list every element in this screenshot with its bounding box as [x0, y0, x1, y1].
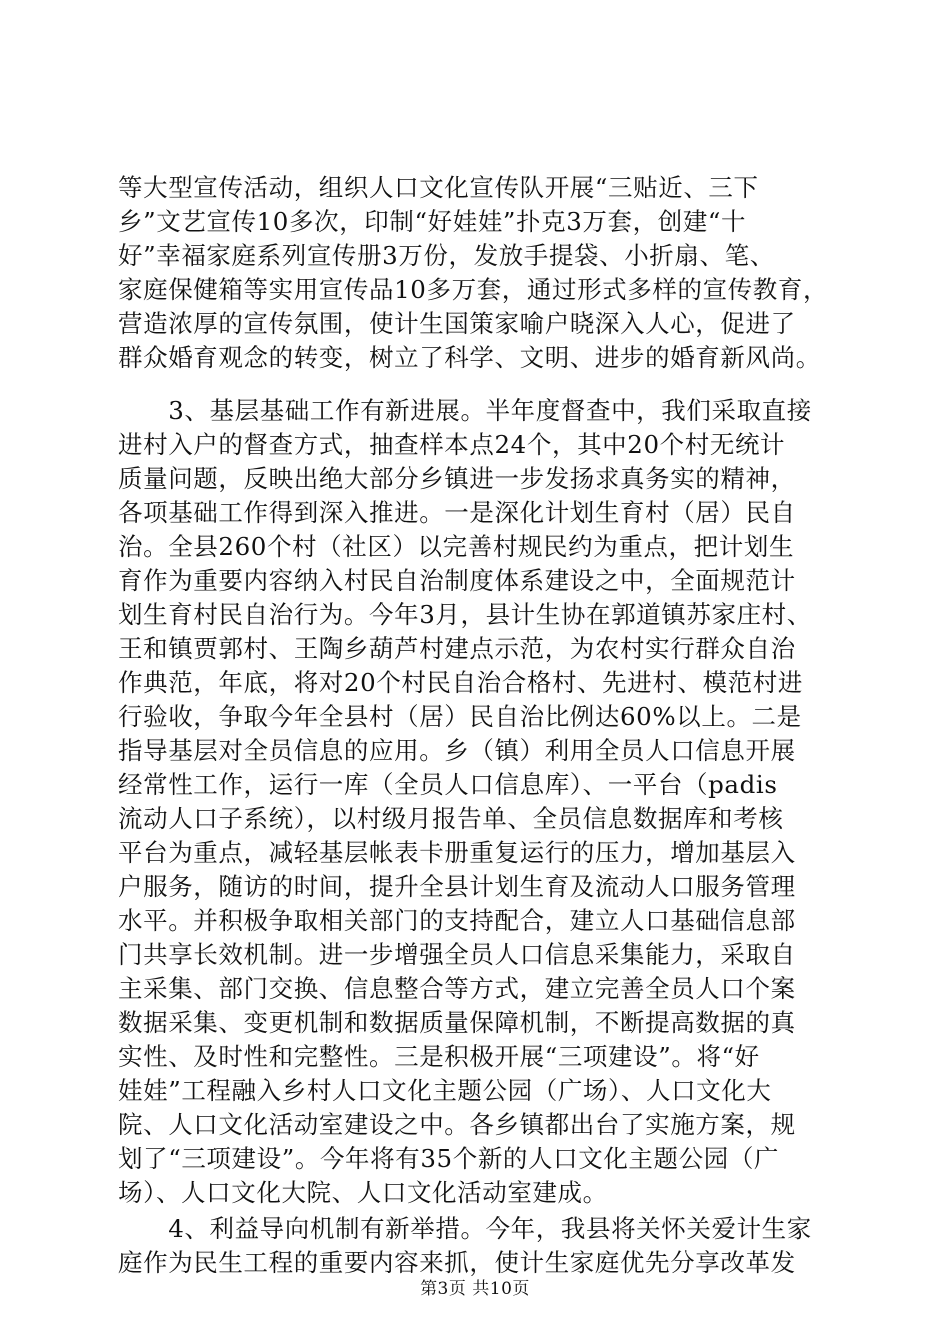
text-line: 平台为重点，减轻基层帐表卡册重复运行的压力，增加基层入	[118, 838, 796, 867]
text-line: 庭作为民生工程的重要内容来抓，使计生家庭优先分享改革发	[118, 1248, 796, 1277]
text-line: 划生育村民自治行为。今年3月，县计生协在郭道镇苏家庄村、	[118, 600, 812, 629]
text-line: 水平。并积极争取相关部门的支持配合，建立人口基础信息部	[118, 906, 796, 935]
text-line: 营造浓厚的宣传氛围，使计生国策家喻户晓深入人心，促进了	[118, 309, 796, 338]
text-line: 各项基础工作得到深入推进。一是深化计划生育村（居）民自	[118, 498, 796, 527]
text-line: 治。全县260个村（社区）以完善村规民约为重点，把计划生	[118, 532, 795, 561]
text-line: 家庭保健箱等实用宣传品10多万套，通过形式多样的宣传教育，	[118, 275, 829, 304]
text-line: 主采集、部门交换、信息整合等方式，建立完善全员人口个案	[118, 974, 796, 1003]
text-line: 质量问题，反映出绝大部分乡镇进一步发扬求真务实的精神，	[118, 464, 796, 493]
text-line: 户服务，随访的时间，提升全县计划生育及流动人口服务管理	[118, 872, 796, 901]
text-line: 好”幸福家庭系列宣传册3万份，发放手提袋、小折扇、笔、	[118, 241, 775, 270]
text-line: 作典范，年底，将对20个村民自治合格村、先进村、模范村进	[118, 668, 803, 697]
text-line: 王和镇贾郭村、王陶乡葫芦村建点示范，为农村实行群众自治	[118, 634, 796, 663]
text-line: 娃娃”工程融入乡村人口文化主题公园（广场）、人口文化大	[118, 1076, 772, 1105]
page-number-footer: 第3页 共10页	[420, 1279, 530, 1299]
text-line: 乡”文艺宣传10多次，印制“好娃娃”扑克3万套，创建“十	[118, 207, 747, 236]
text-line: 4、利益导向机制有新举措。今年，我县将关怀关爱计生家	[118, 1214, 812, 1243]
text-line: 进村入户的督查方式，抽查样本点24个，其中20个村无统计	[118, 430, 786, 459]
text-line: 流动人口子系统），以村级月报告单、全员信息数据库和考核	[118, 804, 784, 833]
text-line: 育作为重要内容纳入村民自治制度体系建设之中，全面规范计	[118, 566, 796, 595]
text-line: 划了“三项建设”。今年将有35个新的人口文化主题公园（广	[118, 1144, 780, 1173]
text-line: 经常性工作，运行一库（全员人口信息库）、一平台（padis	[118, 770, 778, 799]
text-line: 数据采集、变更机制和数据质量保障机制，不断提高数据的真	[118, 1008, 796, 1037]
text-line: 场）、人口文化大院、人口文化活动室建成。	[118, 1178, 608, 1207]
text-line: 行验收，争取今年全县村（居）民自治比例达60%以上。二是	[118, 702, 802, 731]
text-line: 实性、及时性和完整性。三是积极开展“三项建设”。将“好	[118, 1042, 760, 1071]
text-line: 3、基层基础工作有新进展。半年度督查中，我们采取直接	[118, 396, 812, 425]
text-line: 门共享长效机制。进一步增强全员人口信息采集能力，采取自	[118, 940, 796, 969]
text-line: 指导基层对全员信息的应用。乡（镇）利用全员人口信息开展	[118, 736, 796, 765]
text-line: 等大型宣传活动，组织人口文化宣传队开展“三贴近、三下	[118, 173, 759, 202]
text-line: 院、人口文化活动室建设之中。各乡镇都出台了实施方案，规	[118, 1110, 796, 1139]
text-line: 群众婚育观念的转变，树立了科学、文明、进步的婚育新风尚。	[118, 343, 821, 372]
